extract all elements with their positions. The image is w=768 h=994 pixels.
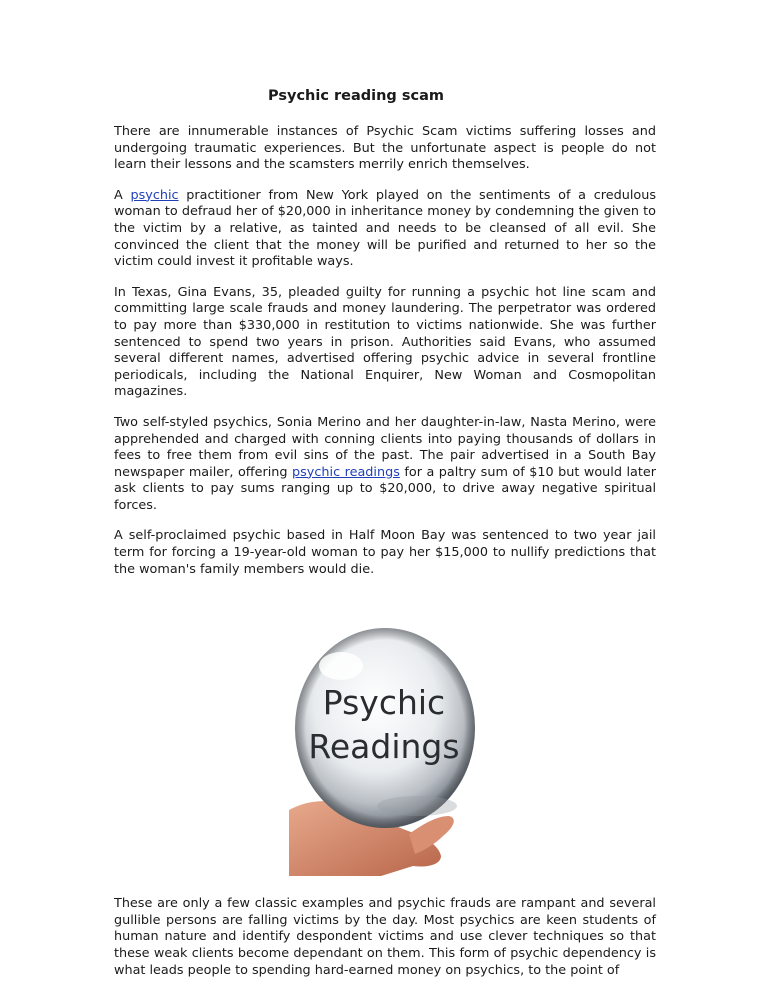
crystal-ball-image (289, 610, 489, 876)
paragraph (114, 896, 656, 979)
document-page (114, 86, 656, 993)
document-title: Psychic reading scam (268, 88, 444, 104)
paragraph-text: These are only a few classic examples and psychic frauds are rampant and several gullible persons are falling victims by the day. Most psychics are keen students of human nature and identify despondent victims and use clever techniques so that these weak clients become dependant on them. This form of psychic dependency is what leads people to spending hard-earned money on psychics, to the point of (114, 896, 656, 978)
body-text-top (114, 124, 656, 578)
crystal-ball-figure (289, 610, 489, 876)
paragraph-text: In Texas, Gina Evans, 35, pleaded guilty for running a psychic hot line scam and committing large scale frauds and money laundering. The perpetrator was ordered to pay more than $330,000 in restitution to victims nationwide. She was further sentenced to spend two years in prison. Authorities said Evans, who assumed several different names, advertised offering psychic advice in several frontline periodicals, including the National Enquirer, New Woman and Cosmopolitan magazines. (114, 284, 656, 400)
paragraph-text: for a paltry sum of $10 but would later ask clients to pay sums ranging up to $20,000, to drive away negative spiritual forces. (114, 464, 657, 513)
paragraph (114, 285, 656, 401)
figure-text-psychic: Psychic (322, 683, 446, 723)
paragraph (114, 188, 656, 271)
body-text-bottom (114, 896, 656, 979)
paragraph (114, 528, 656, 578)
paragraph-text: There are innumerable instances of Psychic Scam victims suffering losses and undergoing traumatic experiences. But the unfortunate aspect is people do not learn their lessons and the scamsters merrily enrich themselves. (114, 124, 656, 173)
paragraph (114, 124, 656, 174)
figure-text-readings: Readings (308, 727, 460, 767)
paragraph-text: Two self-styled psychics, Sonia Merino and her daughter-in-law, Nasta Merino, were apprehended and charged with conning clients into paying thousands of dollars in fees to free them from evil sins of the past. The pair advertised in a South Bay newspaper mailer, offering (114, 414, 656, 480)
paragraph (114, 415, 656, 515)
inline-link[interactable]: psychic (130, 187, 179, 203)
paragraph-text: A self-proclaimed psychic based in Half Moon Bay was sentenced to two year jail term for forcing a 19-year-old woman to pay her $15,000 to nullify predictions that the woman's family members would die. (114, 528, 656, 577)
inline-link[interactable]: psychic readings (292, 464, 400, 480)
paragraph-text: A (114, 187, 131, 203)
paragraph-text: practitioner from New York played on the sentiments of a credulous woman to defraud her of $20,000 in inheritance money by condemning the given to the victim by a relative, as tainted and needs to be cleansed of all evil. She convinced the client that the money will be purified and returned to her so the victim could invest it profitable ways. (114, 187, 656, 270)
